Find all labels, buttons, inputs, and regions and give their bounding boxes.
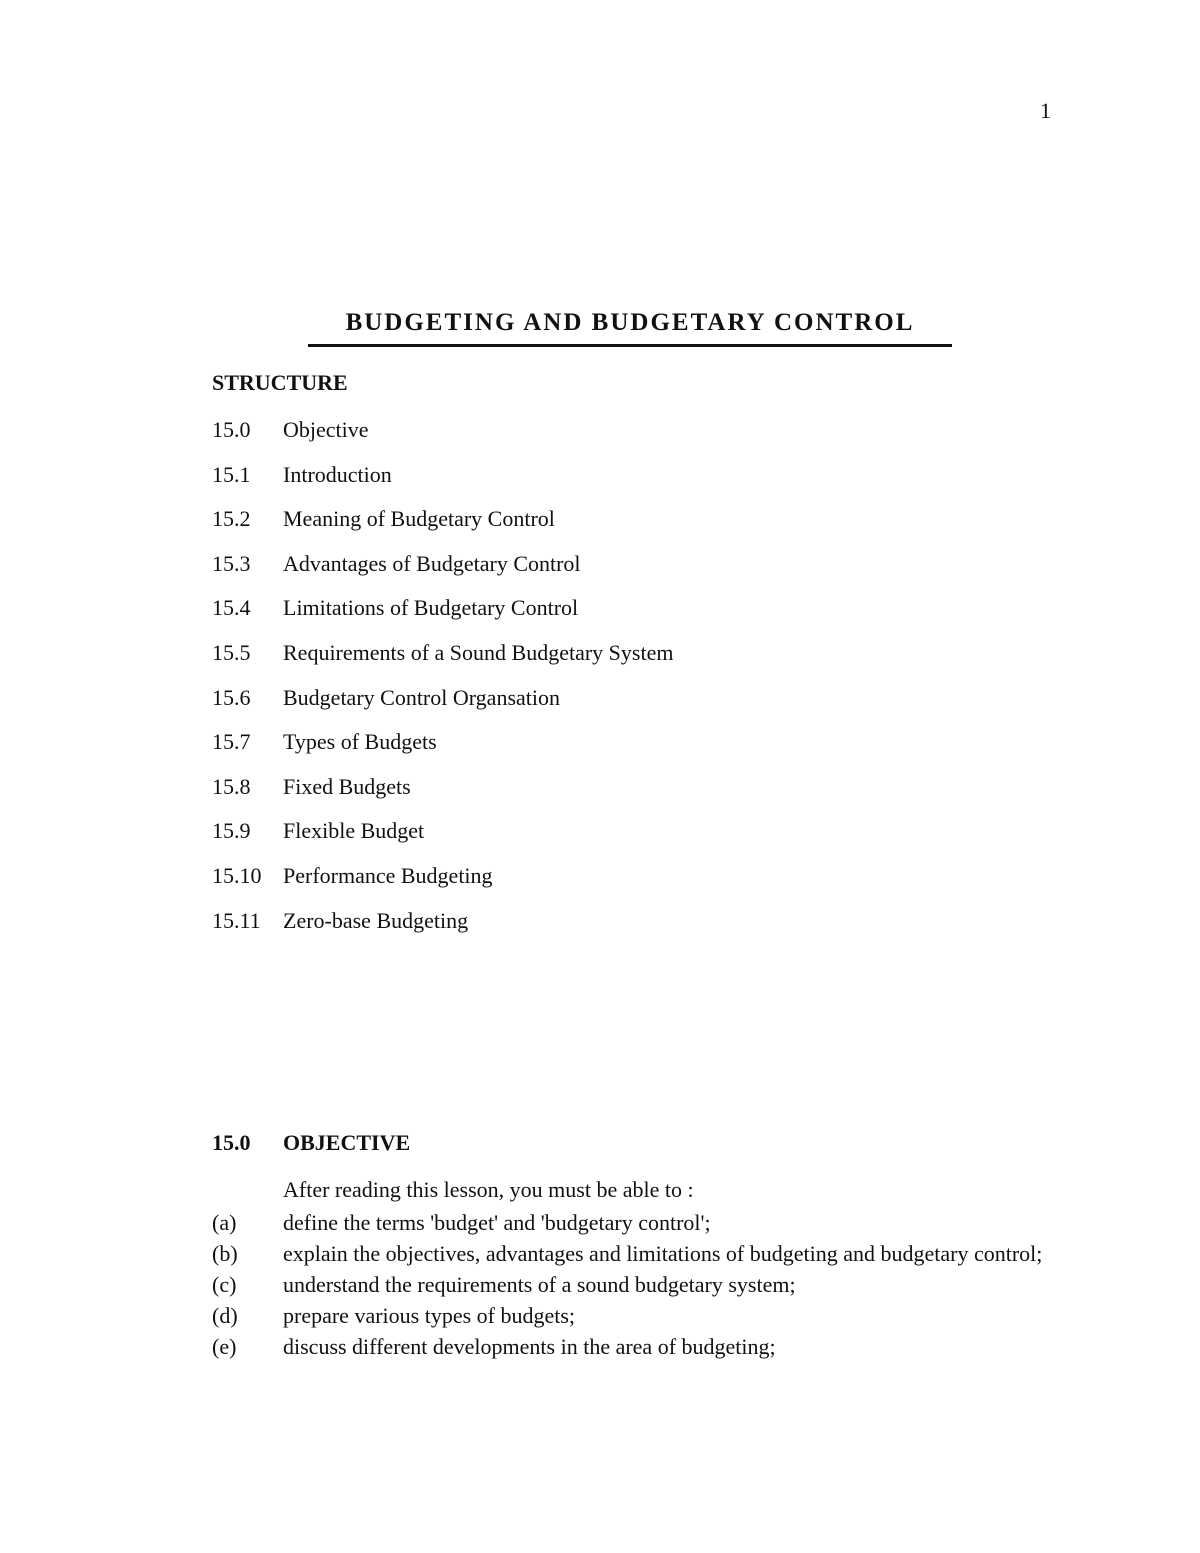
objective-item-letter: (c) [212,1272,237,1297]
structure-item [212,639,673,684]
objective-heading [212,1130,410,1156]
structure-item-label: Introduction [283,461,392,487]
structure-item-number: 15.9 [212,818,251,844]
objective-item [212,1269,1072,1300]
objective-item [212,1331,1072,1362]
structure-item-label: Flexible Budget [283,818,425,844]
structure-item-number: 15.4 [212,595,251,621]
structure-item-number: 15.10 [212,862,262,888]
objective-heading-text: OBJECTIVE [283,1130,411,1155]
structure-item [212,907,673,952]
structure-item-number: 15.3 [212,550,251,576]
structure-item-label: Budgetary Control Organsation [283,684,560,710]
structure-list [212,416,673,951]
structure-item-number: 15.0 [212,417,251,442]
structure-item [212,728,673,773]
objective-item-letter: (b) [212,1241,238,1266]
objective-item [212,1207,1072,1238]
structure-item-number: 15.6 [212,684,251,710]
objective-item-letter: (a) [212,1210,237,1235]
objectives-list [212,1207,1072,1362]
objective-item [212,1238,1072,1269]
structure-item [212,505,673,550]
structure-item-number: 15.1 [212,461,251,487]
objective-item-letter: (e) [212,1334,237,1359]
structure-item-label: Meaning of Budgetary Control [283,506,555,532]
structure-item [212,773,673,818]
page-number: 1 [1040,98,1051,123]
structure-item [212,461,673,506]
structure-item-label: Limitations of Budgetary Control [283,595,579,621]
structure-item [212,594,673,639]
structure-item [212,817,673,862]
structure-item-label: Requirements of a Sound Budgetary System [283,639,674,665]
objective-item-text: discuss different developments in the area of budgeting; [283,1334,776,1359]
structure-item-label: Fixed Budgets [283,773,411,799]
objective-item-letter: (d) [212,1303,238,1328]
structure-item-label: Types of Budgets [283,729,437,755]
objective-item-text: explain the objectives, advantages and limitations of budgeting and budgetary control; [283,1241,1043,1266]
structure-item-number: 15.7 [212,729,251,755]
structure-item-label: Objective [283,417,369,442]
objective-item-text: define the terms 'budget' and 'budgetary control'; [283,1210,711,1235]
structure-heading: STRUCTURE [212,370,348,395]
structure-item-label: Advantages of Budgetary Control [283,550,581,576]
objective-item-text: understand the requirements of a sound budgetary system; [283,1272,796,1297]
structure-item [212,862,673,907]
structure-item [212,684,673,729]
objective-item [212,1300,1072,1331]
title-underline [308,344,952,347]
structure-item [212,416,673,461]
document-title: BUDGETING AND BUDGETARY CONTROL [345,309,915,336]
objective-item-text: prepare various types of budgets; [283,1303,576,1328]
objective-intro: After reading this lesson, you must be able to : [283,1177,694,1202]
structure-item-number: 15.8 [212,773,251,799]
structure-item [212,550,673,595]
structure-item-number: 15.11 [212,907,261,933]
structure-item-number: 15.5 [212,639,251,665]
structure-item-number: 15.2 [212,506,251,532]
objective-heading-number: 15.0 [212,1130,251,1155]
structure-item-label: Performance Budgeting [283,862,493,888]
structure-item-label: Zero-base Budgeting [283,907,469,933]
